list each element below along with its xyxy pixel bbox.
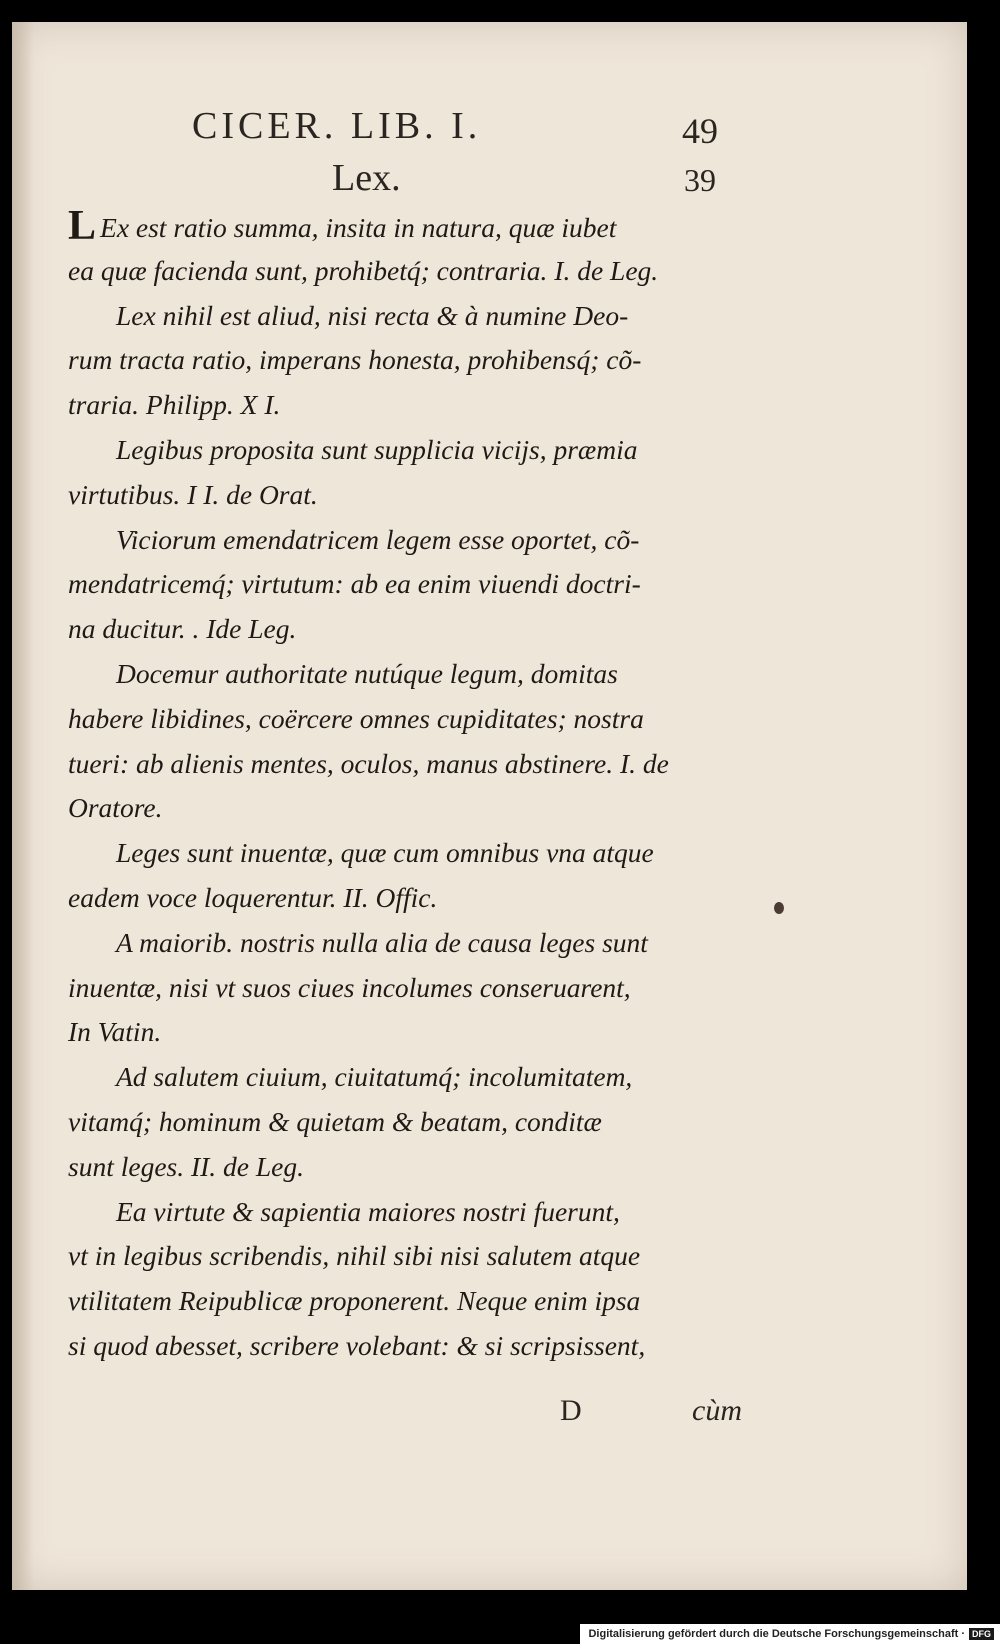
book-page xyxy=(12,22,967,1590)
text-line: habere libidines, coërcere omnes cupiditates; nostra xyxy=(68,702,644,734)
body-text xyxy=(68,204,758,1369)
digitization-banner xyxy=(580,1624,1000,1644)
text-line: In Vatin. xyxy=(68,1016,162,1048)
text-line: inuentæ, nisi vt suos ciues incolumes conseruarent, xyxy=(68,971,631,1003)
text-line: Oratore. xyxy=(68,792,163,824)
section-title: Lex. xyxy=(332,157,401,199)
secondary-page-number: 39 xyxy=(684,162,716,198)
text-line: tueri: ab alienis mentes, oculos, manus abstinere. I. de xyxy=(68,747,669,779)
text-line: rum tracta ratio, imperans honesta, prohibensq́; cõ- xyxy=(68,344,642,376)
text-line: vtilitatem Reipublicæ proponerent. Neque enim ipsa xyxy=(68,1285,641,1317)
text-line: Legibus proposita sunt supplicia vicijs, præmia xyxy=(116,433,638,465)
text-line: Lex nihil est aliud, nisi recta & à numine Deo- xyxy=(116,299,629,331)
ink-spot xyxy=(774,902,784,914)
dfg-logo: DFG xyxy=(969,1628,994,1640)
page-gutter-shadow xyxy=(12,22,34,1590)
text-line: sunt leges. II. de Leg. xyxy=(68,1150,304,1182)
text-line: ea quæ facienda sunt, prohibetq́; contraria. I. de Leg. xyxy=(68,254,659,286)
text-line: vt in legibus scribendis, nihil sibi nisi salutem atque xyxy=(68,1240,641,1272)
text-line: A maiorib. nostris nulla alia de causa leges sunt xyxy=(116,926,648,958)
text-line: L Ex est ratio summa, insita in natura, quæ iubet xyxy=(68,203,617,249)
banner-text: Digitalisierung gefördert durch die Deutsche Forschungsgemeinschaft · xyxy=(588,1628,965,1640)
signature-mark: D xyxy=(560,1394,582,1427)
text-line: Leges sunt inuentæ, quæ cum omnibus vna atque xyxy=(116,837,654,869)
drop-cap: L xyxy=(68,203,97,249)
running-head: CICER. LIB. I. xyxy=(192,105,482,147)
text-line: Viciorum emendatricem legem esse oportet, cõ- xyxy=(116,523,640,555)
text-line: virtutibus. I I. de Orat. xyxy=(68,478,318,510)
text-line: si quod abesset, scribere volebant: & si scripsissent, xyxy=(68,1329,646,1361)
text-line: eadem voce loquerentur. II. Offic. xyxy=(68,881,438,913)
text-line: na ducitur. . Ide Leg. xyxy=(68,613,297,645)
text-line: mendatricemq́; virtutum: ab ea enim viuendi doctri- xyxy=(68,568,641,600)
text-line: Ad salutem ciuium, ciuitatumq́; incolumitatem, xyxy=(116,1061,633,1093)
folio-number: 49 xyxy=(682,111,718,151)
text-line: Ea virtute & sapientia maiores nostri fuerunt, xyxy=(116,1195,620,1227)
text-line: Docemur authoritate nutúque legum, domitas xyxy=(116,657,618,689)
text-line: traria. Philipp. X I. xyxy=(68,389,281,421)
catchword: cùm xyxy=(692,1394,742,1427)
text-line: vitamq́; hominum & quietam & beatam, conditæ xyxy=(68,1105,602,1137)
